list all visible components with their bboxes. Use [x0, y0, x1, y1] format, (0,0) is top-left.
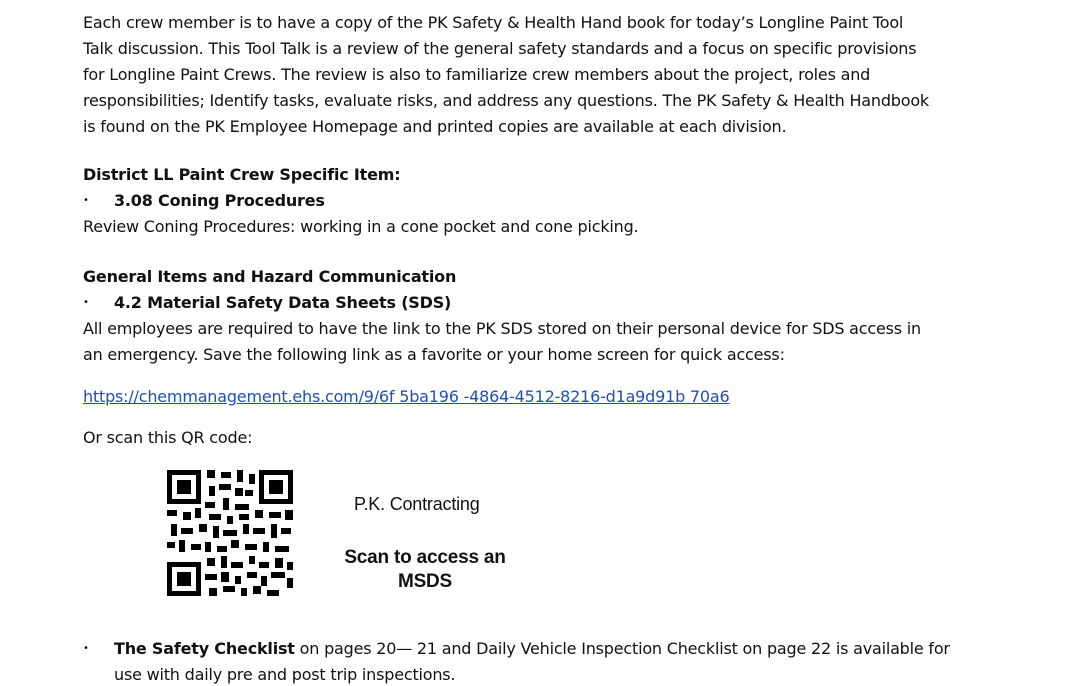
district-body: Review Coning Procedures: working in a cone pocket and cone picking. — [83, 217, 639, 236]
intro-line-2: Talk discussion. This Tool Talk is a review of the general safety standards and a focus on specific provisions — [83, 39, 917, 58]
qr-scan-line-1: Scan to access an — [344, 547, 506, 568]
district-item-label: 3.08 Coning Procedures — [114, 191, 325, 210]
bullet-icon: • — [83, 297, 89, 308]
bullet-icon: • — [83, 195, 89, 206]
general-item-label: 4.2 Material Safety Data Sheets (SDS) — [114, 293, 452, 312]
bullet-icon: • — [83, 643, 89, 654]
checklist-line-1-rest: on pages 20— 21 and Daily Vehicle Inspection Checklist on page 22 is available for — [294, 639, 950, 658]
district-heading: District LL Paint Crew Specific Item: — [83, 165, 401, 184]
checklist-line-2: use with daily pre and post trip inspections. — [114, 665, 456, 684]
intro-line-4: responsibilities; Identify tasks, evaluate risks, and address any questions. The PK Safety & Health Handbook — [83, 91, 929, 110]
intro-line-3: for Longline Paint Crews. The review is also to familiarize crew members about the project, roles and — [83, 65, 871, 84]
qr-code — [165, 468, 295, 598]
checklist-line-1 — [114, 638, 950, 660]
qr-scan-line-2: MSDS — [397, 571, 453, 592]
qr-intro: Or scan this QR code: — [83, 428, 253, 447]
general-body-line-2: an emergency. Save the following link as a favorite or your home screen for quick access: — [83, 345, 785, 364]
qr-code-icon — [165, 468, 295, 598]
sds-link[interactable]: https://chemmanagement.ehs.com/9/6f 5ba196 -4864-4512-8216-d1a9d91b 70a6 — [83, 387, 730, 406]
general-body-line-1: All employees are required to have the link to the PK SDS stored on their personal device for SDS access in — [83, 319, 921, 338]
general-heading: General Items and Hazard Communication — [83, 267, 457, 286]
intro-line-5: is found on the PK Employee Homepage and printed copies are available at each division. — [83, 117, 787, 136]
checklist-bold-lead: The Safety Checklist — [114, 639, 295, 658]
qr-company-name: P.K. Contracting — [354, 494, 480, 514]
intro-line-1: Each crew member is to have a copy of the PK Safety & Health Hand book for today’s Longline Paint Tool — [83, 13, 904, 32]
